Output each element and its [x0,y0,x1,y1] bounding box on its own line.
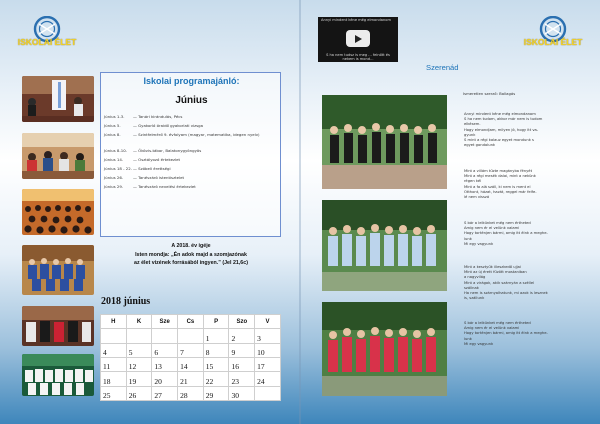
calendar-title: 2018 június [101,296,151,307]
calendar-day: 18 [101,372,127,386]
event-text: — Tanévzáró istentisztelet [133,175,185,180]
calendar-day [255,386,281,400]
event-text: — Szóbeli érettségi [133,166,171,171]
event-date: Június 1-3. [104,114,125,119]
poem-line: Amig nem ér el velünk valami [464,226,520,231]
poem-line: lunk [464,236,472,241]
yearly-motto [102,242,280,268]
calendar-day [178,329,204,343]
event-date: Június 8-10. [104,148,127,153]
calendar-day [152,329,178,343]
calendar-day: 25 [101,386,127,400]
calendar-header: Szo [229,315,255,329]
poem-stanza [464,321,572,347]
calendar-day: 9 [229,343,255,357]
school-logo-right [522,16,584,56]
program-title: Iskolai programajánló: [143,76,240,86]
event-text: — Ökövis-tábor, Balatonygyöngyös [133,148,202,153]
poem-line: S bár a lelkünket még nem értheted [464,221,531,225]
calendar-header: V [255,315,281,329]
calendar-day: 14 [178,357,204,371]
poem-line: elkésem. [464,122,481,127]
photo-graduates-group-1 [322,95,447,189]
poem-line: régen kél [464,179,482,184]
calendar-week-row [101,329,281,343]
poem-line: S ha nem tudom, akkor már nem is tudom [464,117,543,122]
poem-line: Hogy torténjen bármi, amig itt élnk a meghe- [464,331,548,336]
photo-graduates-group-2 [322,200,447,291]
poem-line: Annyi mindent kéne még elmondanom [464,112,536,116]
event-text: — Szintfelmérő 9. évfolyam (magyar, matematika, idegen nyelv) [133,132,260,137]
calendar-header: Sze [152,315,178,329]
poem-line: egyet gondolunk [464,143,496,148]
poem-line: Hogy elmondjam, milyen jó, hogy itt va- [464,127,539,132]
photo-sports-team [22,245,94,295]
calendar-day: 19 [126,372,152,386]
calendar-day: 23 [229,372,255,386]
event-date: Június 5. [104,123,121,128]
calendar-week-row [101,357,281,371]
poem-line: S bár a lelkünket még nem értheted [464,321,531,325]
calendar-day: 3 [255,329,281,343]
calendar-week-row [101,372,281,386]
program-month: Június [175,95,208,106]
event-date: Június 14. [104,157,124,162]
calendar-day: 2 [229,329,255,343]
photo-audience [22,189,94,235]
poem-line: Mint a régi mesék dalai, mint a nekünk [464,174,536,179]
photo-group-white-shirts [22,354,94,396]
calendar-day: 10 [255,343,281,357]
calendar-day: 6 [152,343,178,357]
calendar-week-row [101,386,281,400]
poem-stanza [464,221,572,247]
page-fold [299,0,301,424]
calendar-day: 16 [229,357,255,371]
calendar-day: 4 [101,343,127,357]
calendar-day: 24 [255,372,281,386]
calendar-day: 22 [203,372,229,386]
logo-text: ISKOLAI ÉLET [17,37,77,47]
poem-line: lunk [464,336,472,341]
calendar-day [126,329,152,343]
serenade-title: Szerenád [426,63,459,72]
calendar-day [101,329,127,343]
play-button[interactable] [346,30,370,47]
poem-stanza [464,169,572,200]
event-text: — Tanári kirándulás, Pécs [133,114,183,119]
calendar-day: 30 [229,386,255,400]
poem-line: Mint a villám tűzte magányba fényét [464,169,533,173]
poem-line: Ha nem is szárnyalhatunk, mi azok is lesznek [464,291,548,296]
calendar-week-row [101,343,281,357]
calendar-day: 15 [203,357,229,371]
play-icon [355,35,362,43]
poem-line: S mint a régi kalauz egyet mondunk s [464,138,534,143]
poem-line: szállnak [464,285,479,290]
event-text: — Tanévzáró nevelési értekezlet [133,184,196,189]
calendar-header: K [126,315,152,329]
calendar-header: Cs [178,315,204,329]
video-caption: S ha nem tudsz is meg ... felnőtt és nekem is mond... [326,53,390,62]
event-date: Június 18 - 22. [104,166,132,171]
photo-church-event [22,76,94,122]
event-date: Június 29. [104,184,124,189]
calendar-day: 11 [101,357,127,371]
photo-graduates-group-3 [322,302,447,396]
calendar-header: H [101,315,127,329]
motto-line-3: az élet vizének forrásából ingyen.” (Jel 21,6c) [134,260,248,267]
calendar-day: 17 [255,357,281,371]
school-logo-left [16,16,78,56]
calendar-day: 27 [152,386,178,400]
poem-stanza [464,112,572,148]
poem-line: Otthont, házat, hazát, reggel már felfe- [464,189,537,194]
video-title: Annyi mindent kéne még elmondanom [321,18,391,22]
poem-line: lé nem visszá [464,195,490,200]
calendar-day: 13 [152,357,178,371]
calendar-day: 26 [126,386,152,400]
event-text: — Osztályozó értekezlet [133,157,181,162]
poem-line: gyunk [464,132,476,137]
poem-line: Amig nem ér el velünk valami [464,326,520,331]
calendar-day: 20 [152,372,178,386]
calendar-table [100,314,281,401]
poem-stanza [464,265,572,301]
poem-line: a nagyvilág [464,275,486,280]
poem-line: Mi egy vagyunk [464,341,494,346]
event-date: Június 8. [104,132,121,137]
poem-line: Mint a kesztyűk illeszkedő ujjai [464,265,521,269]
calendar-day: 8 [203,343,229,357]
poem-line: Mint az új érett fűzött mostaniban [464,270,527,275]
video-player[interactable] [318,17,398,62]
calendar-day: 5 [126,343,152,357]
event-date: Június 26. [104,175,124,180]
poem-line: Mi egy vagyunk [464,241,494,246]
motto-line-2: Isten mondja: „Én adok majd a szomjazónak [135,251,247,258]
calendar-day: 29 [203,386,229,400]
calendar-header-row [101,315,281,329]
poem-line: Mint a fa alá száll, ki nem is ment el [464,184,531,189]
program-box [100,72,281,237]
poem-line: is, szállunk [464,296,485,301]
event-text: — Gyakorló óraidő gyakorlati vizsga [133,123,204,128]
logo-text: ISKOLAI ÉLET [523,37,583,47]
poem-line: Mint a virágok, akik szárnyán a széllel [464,280,535,285]
calendar-day: 28 [178,386,204,400]
calendar-header: P [203,315,229,329]
calendar-day: 21 [178,372,204,386]
poem-line: Hogy torténjen bármi, amig itt élnk a meghe- [464,231,548,236]
photo-classroom [22,133,94,179]
calendar-day: 1 [203,329,229,343]
motto-line-1: A 2018. év igéje [171,243,211,249]
calendar-day: 12 [126,357,152,371]
poem-author: Ismeretlen szerző: Ballagás [463,91,516,96]
photo-stage-performance [22,306,94,346]
calendar-day: 7 [178,343,204,357]
